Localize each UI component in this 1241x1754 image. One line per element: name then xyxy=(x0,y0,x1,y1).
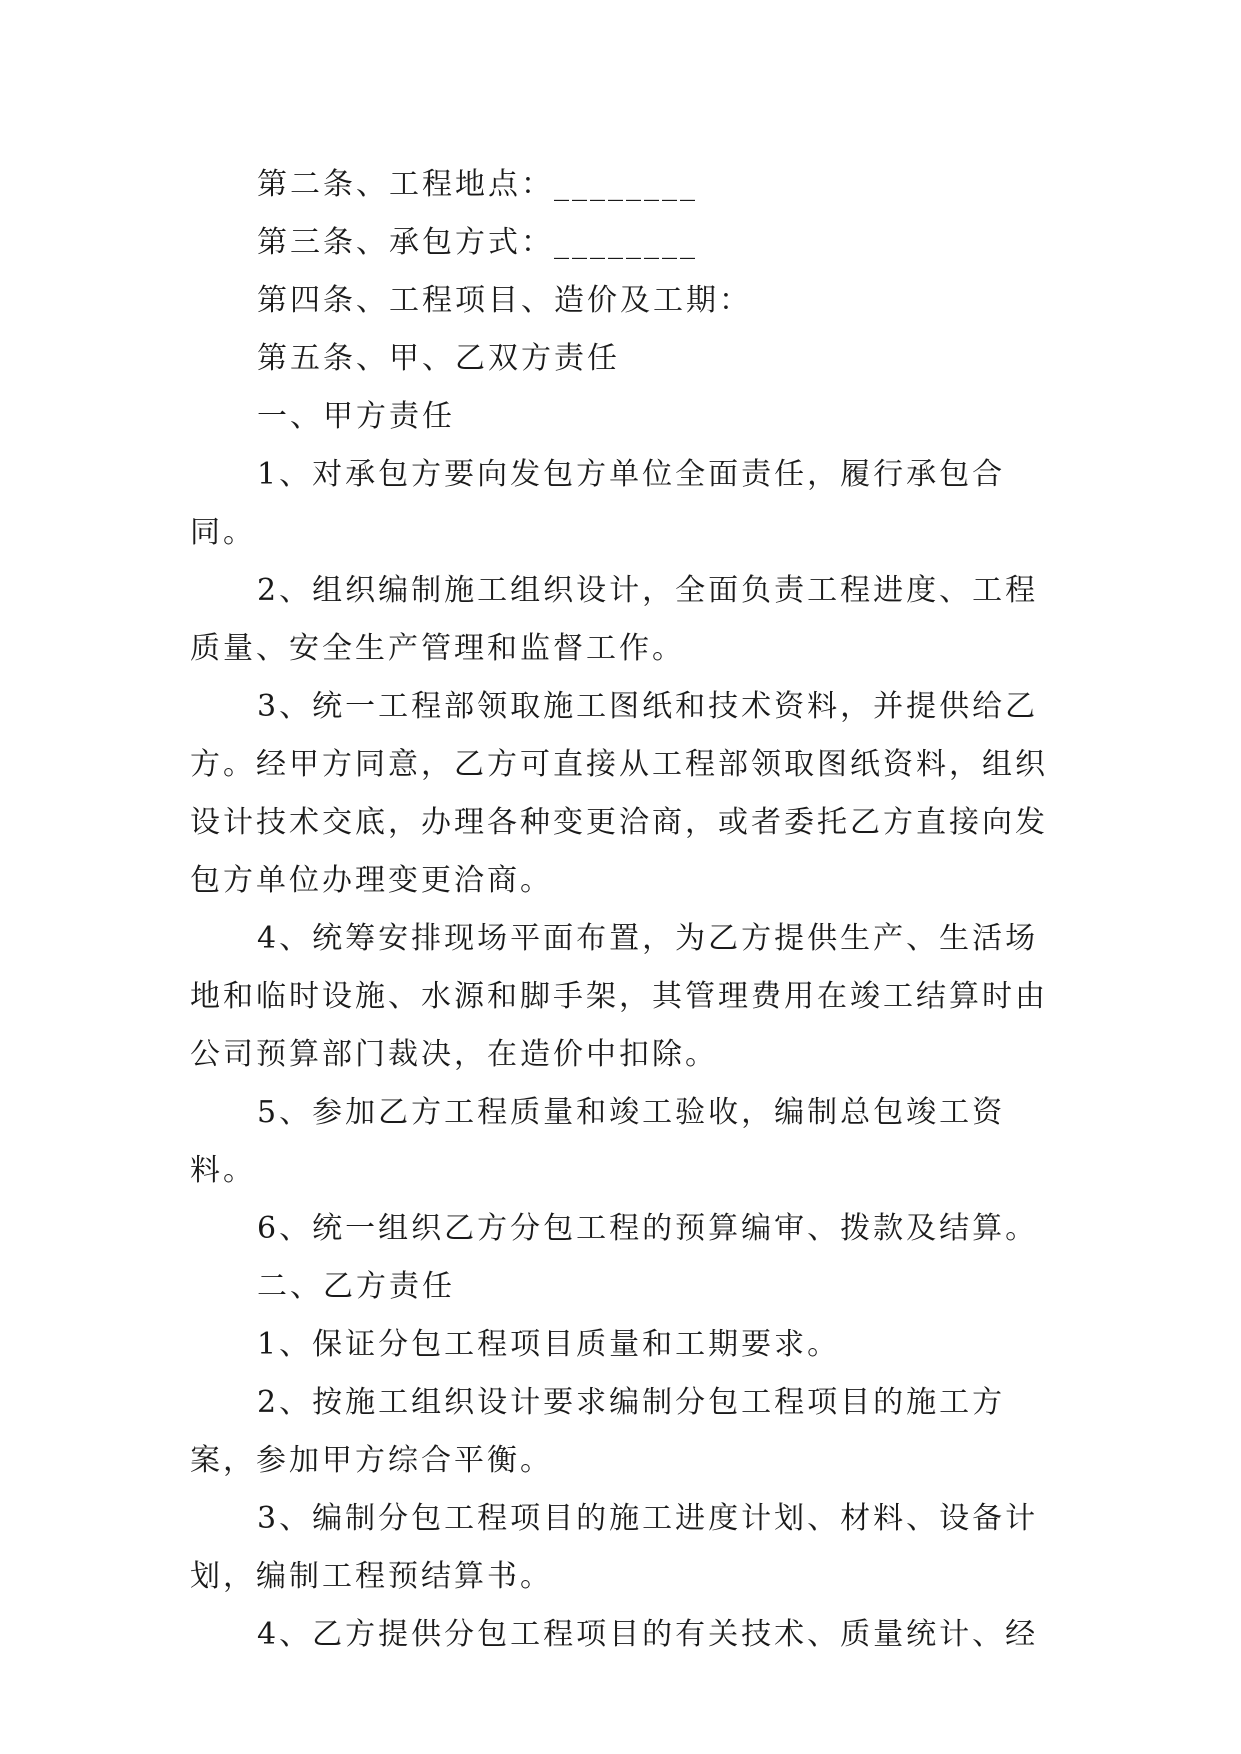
clause-2-project-location: 第二条、工程地点：________ xyxy=(257,167,698,202)
section-party-b-heading: 二、乙方责任 xyxy=(257,1269,455,1304)
party-b-item-4: 4、乙方提供分包工程项目的有关技术、质量统计、经 xyxy=(257,1617,1039,1652)
party-a-item-3: 3、统一工程部领取施工图纸和技术资料，并提供给乙方。经甲方同意，乙方可直接从工程部领取图纸资料，组织设计技术交底，办理各种变更洽商，或者委托乙方直接向发包方单位办理变更洽商。 xyxy=(190,689,1048,898)
party-a-item-5: 5、参加乙方工程质量和竣工验收，编制总包竣工资料。 xyxy=(190,1095,1006,1188)
party-b-item-2: 2、按施工组织设计要求编制分包工程项目的施工方案，参加甲方综合平衡。 xyxy=(190,1385,1006,1478)
party-a-item-4: 4、统筹安排现场平面布置，为乙方提供生产、生活场地和临时设施、水源和脚手架，其管理费用在竣工结算时由公司预算部门裁决，在造价中扣除。 xyxy=(190,921,1048,1072)
section-party-a-heading: 一、甲方责任 xyxy=(257,399,455,434)
party-b-item-1: 1、保证分包工程项目质量和工期要求。 xyxy=(257,1327,841,1362)
party-b-item-3: 3、编制分包工程项目的施工进度计划、材料、设备计划，编制工程预结算书。 xyxy=(190,1501,1039,1594)
clause-5-responsibilities: 第五条、甲、乙双方责任 xyxy=(257,341,620,376)
document-body xyxy=(190,156,1070,1664)
party-a-item-2: 2、组织编制施工组织设计，全面负责工程进度、工程质量、安全生产管理和监督工作。 xyxy=(190,573,1039,666)
clause-3-contract-method: 第三条、承包方式：________ xyxy=(257,225,698,260)
party-a-item-1: 1、对承包方要向发包方单位全面责任，履行承包合同。 xyxy=(190,457,1006,550)
clause-4-project-cost-schedule: 第四条、工程项目、造价及工期： xyxy=(257,283,752,318)
party-a-item-6: 6、统一组织乙方分包工程的预算编审、拨款及结算。 xyxy=(257,1211,1039,1246)
